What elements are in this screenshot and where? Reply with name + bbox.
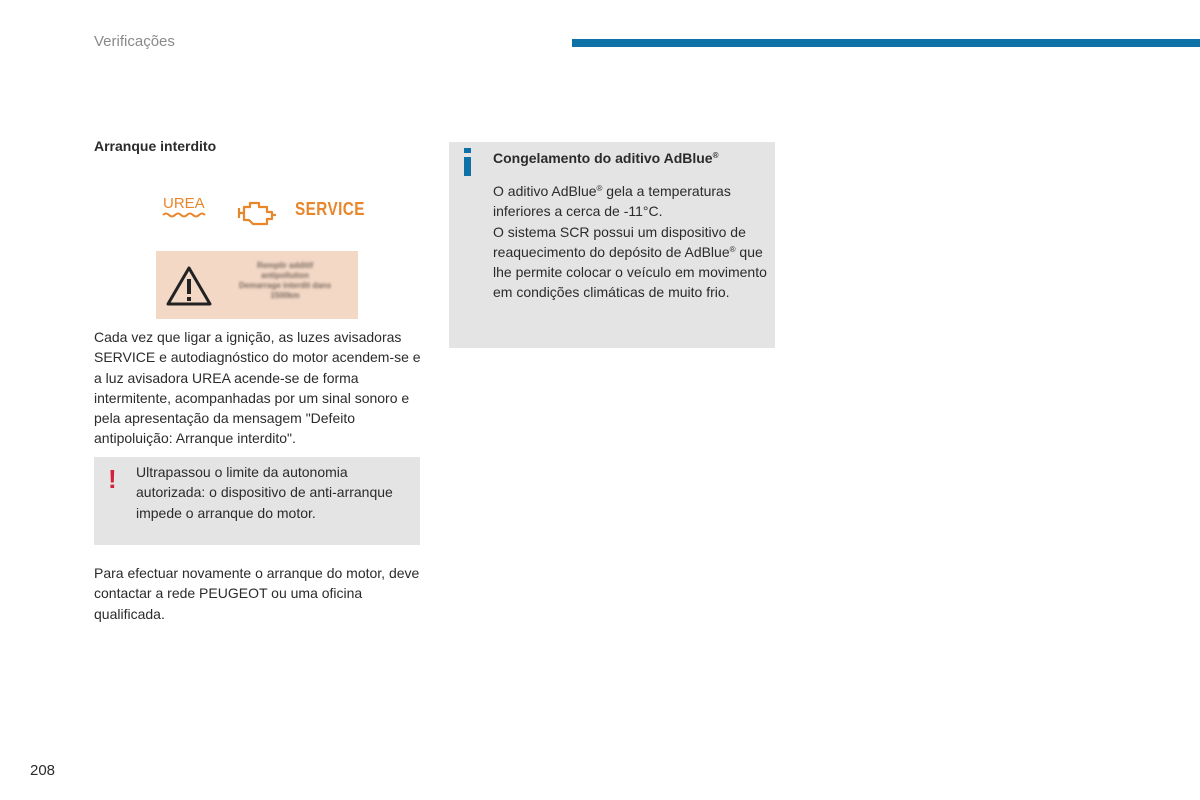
body-paragraph-ignition: Cada vez que ligar a ignição, as luzes avisadoras SERVICE e autodiagnóstico do motor acendem-se e a luz avisadora UREA acende-se de forma intermitente, acompanhadas por um sinal sonoro e pela apresentação da mensagem "Defeito antipoluição: Arranque interdito".	[94, 329, 421, 447]
instrument-panel-message	[156, 251, 358, 319]
engine-check-icon	[237, 198, 277, 226]
header-rule	[572, 39, 1200, 47]
exclamation-icon: !	[108, 464, 117, 494]
info-paragraph-2: O sistema SCR possui um dispositivo de reaquecimento do depósito de AdBlue® que lhe permite colocar o veículo em movimento em condições climáticas de muito frio.	[493, 223, 767, 301]
page-number: 208	[30, 762, 56, 779]
warning-text: Ultrapassou o limite da autonomia autorizada: o dispositivo de anti-arranque impede o arranque do motor.	[136, 464, 393, 521]
info-paragraph-1: O aditivo AdBlue® gela a temperaturas inferiores a cerca de -11°C.	[493, 183, 731, 220]
display-message-text: Remplir additif antipollution Demarrage interdit dans 1500km	[238, 261, 332, 300]
urea-wave-icon	[162, 212, 206, 218]
urea-warning-icon: UREA	[163, 195, 205, 212]
service-warning-icon: SERVICE	[295, 199, 365, 219]
section-title: Verificações	[94, 33, 175, 50]
info-title: Congelamento do aditivo AdBlue®	[493, 150, 719, 166]
warning-triangle-icon	[166, 265, 212, 307]
body-paragraph-restart: Para efectuar novamente o arranque do motor, deve contactar a rede PEUGEOT ou uma oficina qualificada.	[94, 565, 420, 622]
info-body	[493, 181, 768, 303]
info-icon	[464, 148, 471, 176]
warning-lights	[160, 195, 365, 229]
warning-box	[94, 457, 420, 545]
section-heading: Arranque interdito	[94, 138, 217, 154]
left-column	[94, 138, 422, 154]
info-box	[449, 142, 775, 348]
